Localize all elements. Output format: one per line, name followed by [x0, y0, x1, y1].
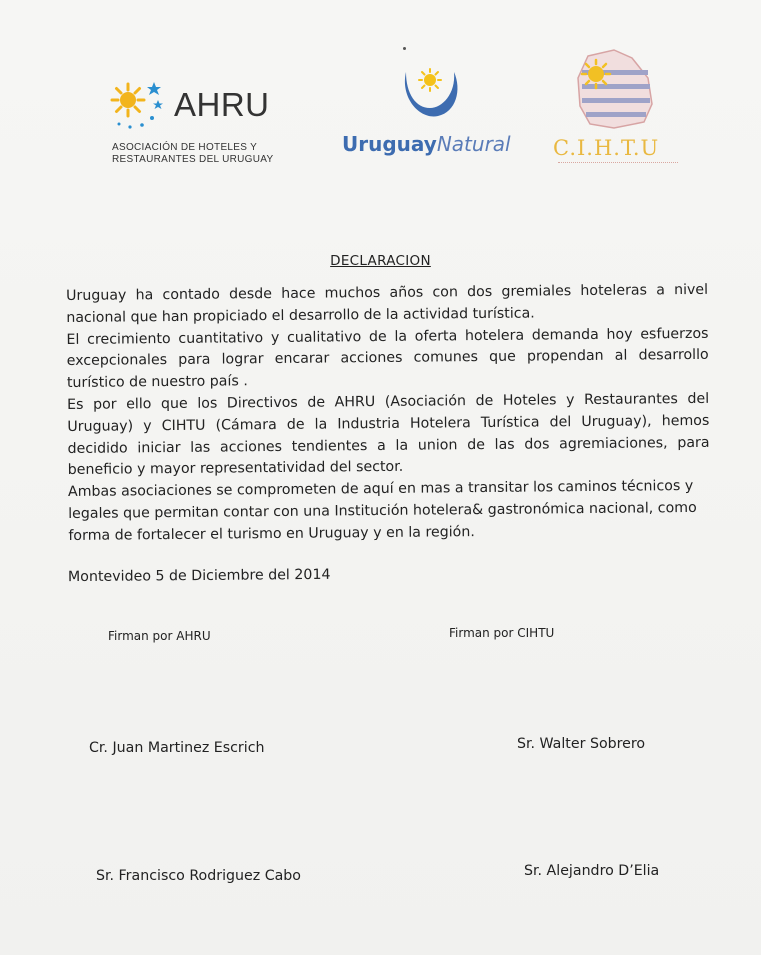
paragraph-2: El crecimiento cuantitativo y cualitativo de la oferta hotelera demanda hoy esfuerzos excepcionales para lograr encarar acciones comunes que propendan al desarrollo turístico de nuestro país . [66, 325, 709, 392]
uruguay-natural-wordmark [342, 132, 511, 156]
cihtu-tagline-mark [558, 162, 678, 166]
uruguay-natural-logo [338, 68, 518, 163]
ahru-subtitle-line1: ASOCIACIÓN DE HOTELES Y [112, 142, 258, 153]
signatory-cihtu-1: Sr. Walter Sobrero [517, 736, 646, 752]
ahru-name: AHRU [174, 86, 270, 123]
uruguay-map-flag-icon [574, 48, 658, 132]
signature-heading-cihtu: Firman por CIHTU [449, 626, 555, 640]
declaration-title-text: DECLARACION [330, 253, 431, 269]
uruguay-natural-sun-icon [398, 68, 462, 124]
uruguay-word: Uruguay [342, 132, 437, 156]
ahru-subtitle-line2: RESTAURANTES DEL URUGUAY [112, 154, 274, 165]
natural-word: Natural [436, 132, 511, 156]
signature-heading-ahru: Firman por AHRU [108, 629, 211, 643]
cihtu-logo [548, 48, 688, 168]
cihtu-name: C.I.H.T.U [553, 136, 660, 160]
ahru-subtitle [112, 142, 312, 166]
signatory-ahru-2: Sr. Francisco Rodriguez Cabo [96, 868, 301, 884]
signatory-cihtu-2: Sr. Alejandro D’Elia [524, 863, 660, 879]
place-date: Montevideo 5 de Diciembre del 2014 [67, 566, 331, 586]
paragraph-3: Es por ello que los Directivos de AHRU (Asociación de Hoteles y Restaurantes del Uruguay) y CIHTU (Cámara de la Industria Hotelera Turística del Uruguay), hemos decidido iniciar las acciones tendientes a la union de las dos agremiaciones, para beneficio y mayor representatividad del sector. [67, 390, 710, 479]
ahru-sun-stars-icon [108, 80, 170, 132]
ahru-logo [108, 80, 308, 170]
scan-speck [403, 47, 406, 50]
declaration-title [0, 250, 761, 269]
paragraph-1: Uruguay ha contado desde hace muchos años con dos gremiales hoteleras a nivel nacional que han propiciado el desarrollo de la actividad turística. [66, 281, 709, 326]
declaration-body [66, 280, 710, 548]
signatory-ahru-1: Cr. Juan Martinez Escrich [89, 740, 265, 756]
paragraph-4: Ambas asociaciones se comprometen de aquí en mas a transitar los caminos técnicos y legales que permitan contar con una Institución hotelera& gastronómica nacional, como forma de fortalecer el turismo en Uruguay y en la región. [67, 478, 697, 544]
